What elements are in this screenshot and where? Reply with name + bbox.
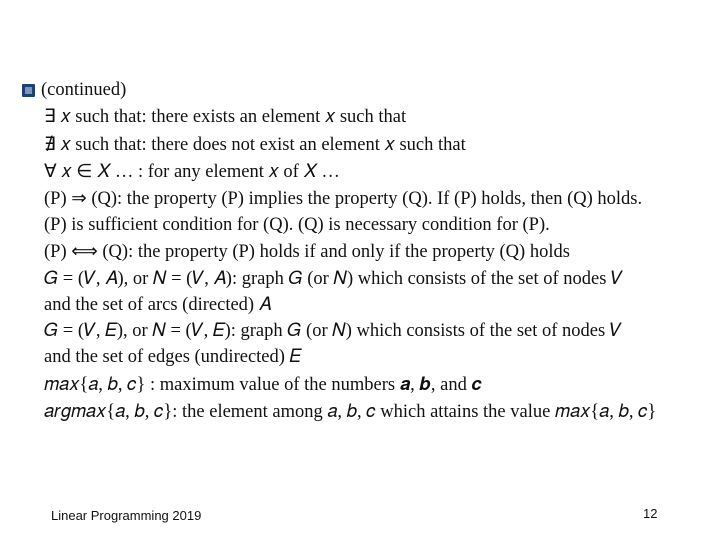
line-implies: (P) ⇒ (Q): the property (P) implies the property (Q). If (P) holds, then (Q) holds. bbox=[44, 188, 643, 209]
slide-header bbox=[22, 78, 126, 102]
line-exists: ∃ 𝑥 such that: there exists an element 𝑥 such that bbox=[44, 107, 407, 127]
line-graph-directed-cont: and the set of arcs (directed) 𝐴 bbox=[44, 294, 272, 315]
header-text: (continued) bbox=[41, 79, 127, 100]
line-argmax: 𝑎𝑟𝑔𝑚𝑎𝑥{𝑎, 𝑏, 𝑐}: the element among 𝑎, 𝑏, 𝑐 which attains the value 𝑚𝑎𝑥{𝑎, 𝑏, 𝑐} bbox=[44, 402, 657, 422]
line-graph-undirected-cont: and the set of edges (undirected) 𝐸 bbox=[44, 347, 302, 367]
line-not-exists: ∄ 𝑥 such that: there does not exist an element 𝑥 such that bbox=[44, 134, 466, 155]
footer-course-title: Linear Programming 2019 bbox=[51, 508, 202, 523]
square-bullet-icon bbox=[22, 84, 35, 97]
line-max: 𝑚𝑎𝑥{𝑎, 𝑏, 𝑐} : maximum value of the numbers 𝒂, 𝒃, and 𝒄 bbox=[44, 374, 482, 395]
line-sufficient-necessary: (P) is sufficient condition for (Q). (Q) is necessary condition for (P). bbox=[44, 214, 550, 235]
line-graph-directed: 𝐺 = (𝑉, 𝐴), or 𝑁 = (𝑉, 𝐴): graph 𝐺 (or 𝑁) which consists of the set of nodes 𝑉 bbox=[44, 268, 623, 289]
page-number: 12 bbox=[643, 506, 658, 521]
line-graph-undirected: 𝐺 = (𝑉, 𝐸), or 𝑁 = (𝑉, 𝐸): graph 𝐺 (or 𝑁) which consists of the set of nodes 𝑉 bbox=[44, 321, 622, 341]
line-for-all: ∀ 𝑥 ∈ 𝑋 … : for any element 𝑥 of 𝑋 … bbox=[44, 162, 340, 182]
line-iff: (P) ⟺ (Q): the property (P) holds if and only if the property (Q) holds bbox=[44, 242, 570, 262]
content-lines bbox=[44, 104, 704, 427]
